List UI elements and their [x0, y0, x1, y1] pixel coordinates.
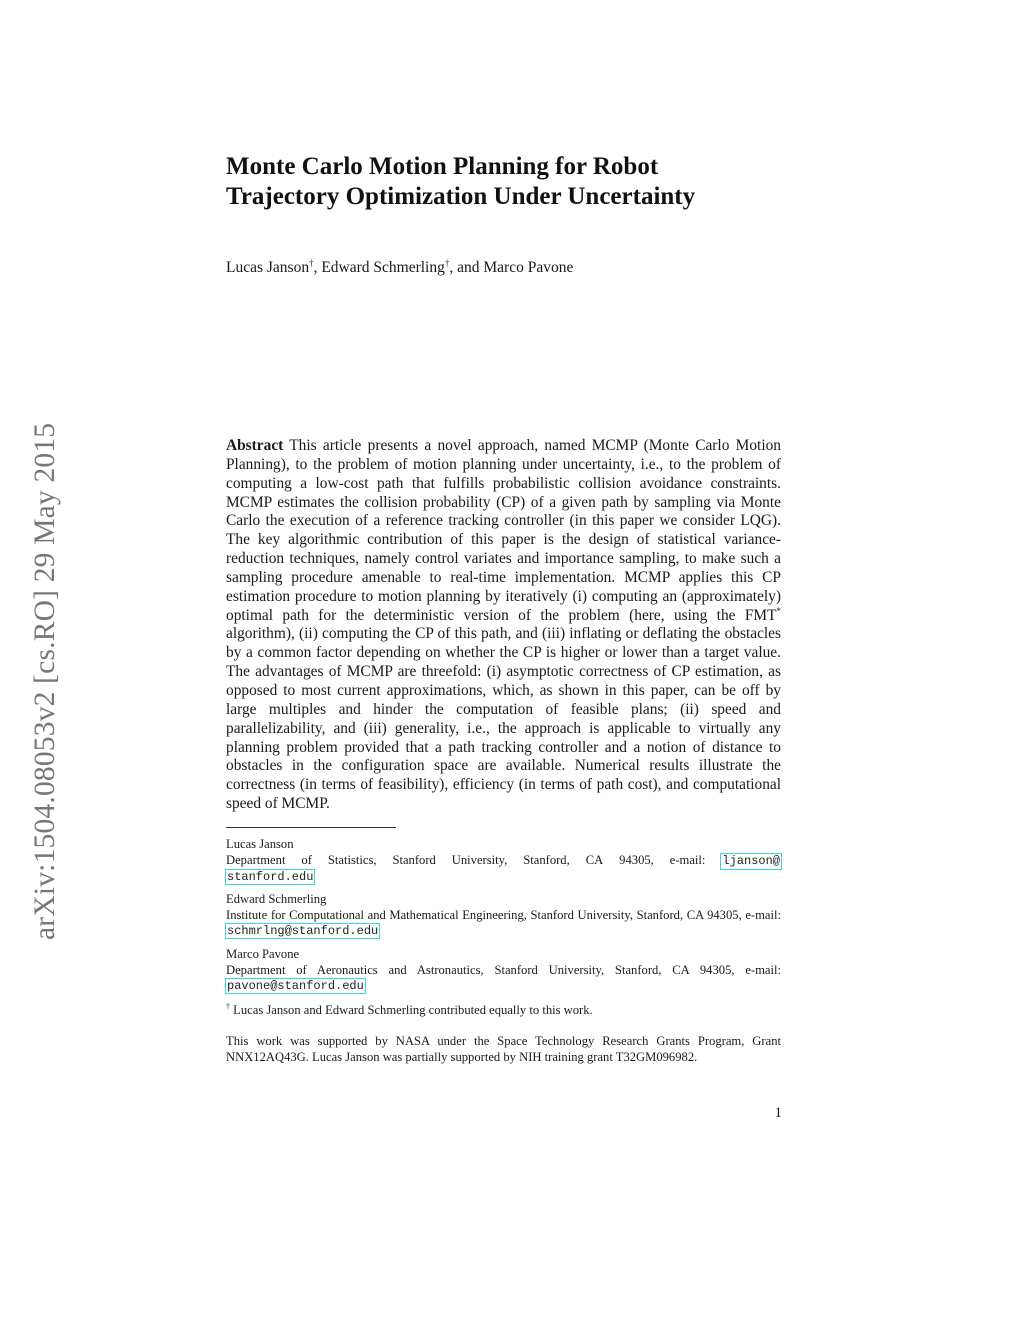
equal-contribution-footnote [226, 1003, 781, 1018]
affiliation-line: Department of Statistics, Stanford University, Stanford, CA 94305, e-mail: ljanson@ [226, 852, 780, 868]
author-name: Marco Pavone [483, 259, 574, 276]
funding-acknowledgment: This work was supported by NASA under the Space Technology Research Grants Program, Grant NNX12AQ43G. Lucas Janson was partially supported by NIH training grant T32GM096982. [226, 1034, 781, 1064]
affiliation-text: Department of Aeronautics and Astronautics, Stanford University, Stanford, CA 94305, e-mail: [226, 962, 781, 977]
paper-title [226, 152, 826, 212]
abstract-text-continued: algorithm), (ii) computing the CP of this path, and (iii) inflating or deflating the obstacles by a common factor depending on whether the CP is higher or lower than a target value. The advantages of MCMP are threefold: (i) asymptotic correctness of CP estimation, as opposed to most current approximations, which, as shown in this paper, can be off by large multiples and hinder the computation of feasible plans; (ii) speed and parallelizability, and (iii) generality, i.e., the approach is applicable to virtually any planning problem provided that a path tracking controller and a notion of distance to obstacles in the configuration space are available. Numerical results illustrate the correctness (in terms of feasibility), efficiency (in terms of path cost), and computational speed of MCMP. [226, 625, 781, 813]
arxiv-identifier: arXiv:1504.08053v2 [cs.RO] 29 May 2015 [29, 422, 61, 940]
affiliation-text: Institute for Computational and Mathematical Engineering, Stanford University, Stanford, CA 94305, e-mail: [226, 907, 781, 922]
author-separator: , [313, 259, 322, 276]
email-link[interactable]: schmrlng@stanford.edu [227, 924, 379, 938]
equal-contribution-mark: † [444, 258, 450, 268]
footnote-mark: † [226, 1002, 230, 1011]
author-name: Lucas Janson [226, 259, 310, 276]
affiliation-name: Marco Pavone [226, 947, 300, 961]
author-separator: , and [449, 259, 484, 276]
affiliation-name: Edward Schmerling [226, 892, 327, 906]
footnote-text: Lucas Janson and Edward Schmerling contributed equally to this work. [230, 1003, 593, 1017]
abstract [226, 437, 781, 814]
title-line-1: Monte Carlo Motion Planning for Robot [226, 153, 659, 180]
abstract-text: This article presents a novel approach, named MCMP (Monte Carlo Motion Planning), to the problem of motion planning under uncertainty, i.e., to the problem of computing a low-cost path that fulfills probabilistic collision avoidance constraints. MCMP estimates the collision probability (CP) of a given path by sampling via Monte Carlo the execution of a reference tracking controller (in this paper we consider LQG). The key algorithmic contribution of this paper is the design of statistical variance-reduction techniques, namely control variates and importance sampling, to make such a sampling procedure amenable to real-time implementation. MCMP applies this CP estimation procedure to motion planning by iteratively (i) computing an (approximately) optimal path for the deterministic version of the problem (here, using the FMT [226, 437, 781, 624]
affiliation-block [226, 947, 781, 995]
affiliation-block [226, 837, 781, 886]
email-link[interactable]: pavone@stanford.edu [227, 979, 364, 993]
email-link[interactable]: stanford.edu [227, 870, 314, 884]
abstract-label: Abstract [226, 437, 284, 454]
email-link[interactable]: ljanson@ [722, 853, 780, 868]
affiliation-block [226, 892, 781, 940]
title-line-2: Trajectory Optimization Under Uncertainty [226, 183, 696, 210]
page-number: 1 [774, 1105, 782, 1121]
author-list [226, 258, 786, 278]
fmt-star: * [776, 605, 781, 616]
affiliation-name: Lucas Janson [226, 837, 294, 851]
equal-contribution-mark: † [309, 258, 314, 268]
author-name: Edward Schmerling [321, 259, 445, 276]
footnote-divider [226, 827, 396, 828]
